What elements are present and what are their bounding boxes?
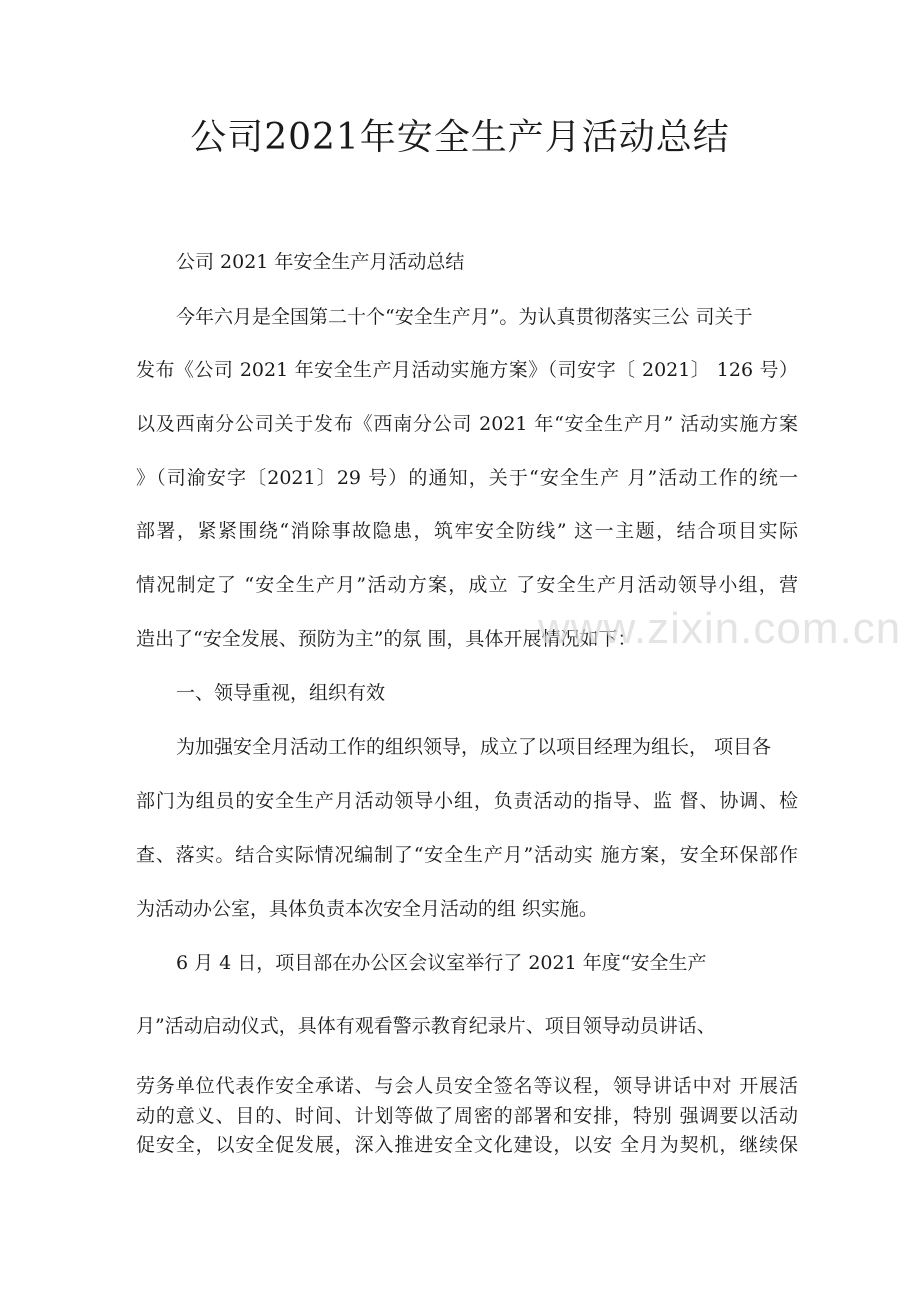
paragraph-line: 查、落实。结合实际情况编制了“安全生产月”活动实 施方案，安全环保部作 — [136, 844, 798, 866]
paragraph-line: 部门为组员的安全生产月活动领导小组，负责活动的指导、监 督、协调、检 — [136, 790, 798, 812]
paragraph-line: 月”活动启动仪式，具体有观看警示教育纪录片、项目领导动员讲话、 — [136, 1015, 716, 1037]
paragraph-line: 》（司渝安字〔2021〕29 号）的通知，关于“安全生产 月”活动工作的统一 — [136, 467, 798, 489]
document-title: 公司2021年安全生产月活动总结 — [190, 117, 730, 158]
subtitle-line: 公司 2021 年安全生产月活动总结 — [176, 251, 465, 273]
paragraph-line: 发布《公司 2021 年安全生产月活动实施方案》（司安字〔 2021〕 126 号） — [136, 359, 798, 381]
watermark: www.zixin.com.cn — [538, 604, 902, 653]
paragraph-line: 部署，紧紧围绕“消除事故隐患，筑牢安全防线” 这一主题，结合项目实际 — [136, 520, 798, 542]
paragraph-line: 为加强安全月活动工作的组织领导，成立了以项目经理为组长， 项目各 — [176, 736, 772, 758]
paragraph-line: 今年六月是全国第二十个“安全生产月”。为认真贯彻落实三公 司关于 — [176, 306, 753, 328]
paragraph-line: 情况制定了 “安全生产月”活动方案，成立 了安全生产月活动领导小组，营 — [136, 574, 798, 596]
section-heading: 一、领导重视，组织有效 — [176, 682, 386, 704]
paragraph-line: 动的意义、目的、时间、计划等做了周密的部署和安排，特别 强调要以活动 — [136, 1105, 798, 1127]
paragraph-line: 促安全，以安全促发展，深入推进安全文化建设，以安 全月为契机，继续保 — [136, 1134, 798, 1156]
paragraph-line: 以及西南分公司关于发布《西南分公司 2021 年“安全生产月” 活动实施方案 — [136, 413, 798, 435]
paragraph-line: 6 月 4 日，项目部在办公区会议室举行了 2021 年度“安全生产 — [176, 952, 707, 974]
paragraph-line: 劳务单位代表作安全承诺、与会人员安全签名等议程，领导讲话中对 开展活 — [136, 1075, 798, 1097]
paragraph-line: 为活动办公室，具体负责本次安全月活动的组 织实施。 — [136, 898, 599, 920]
paragraph-line: 造出了“安全发展、预防为主”的氛 围，具体开展情况如下： — [136, 628, 637, 650]
